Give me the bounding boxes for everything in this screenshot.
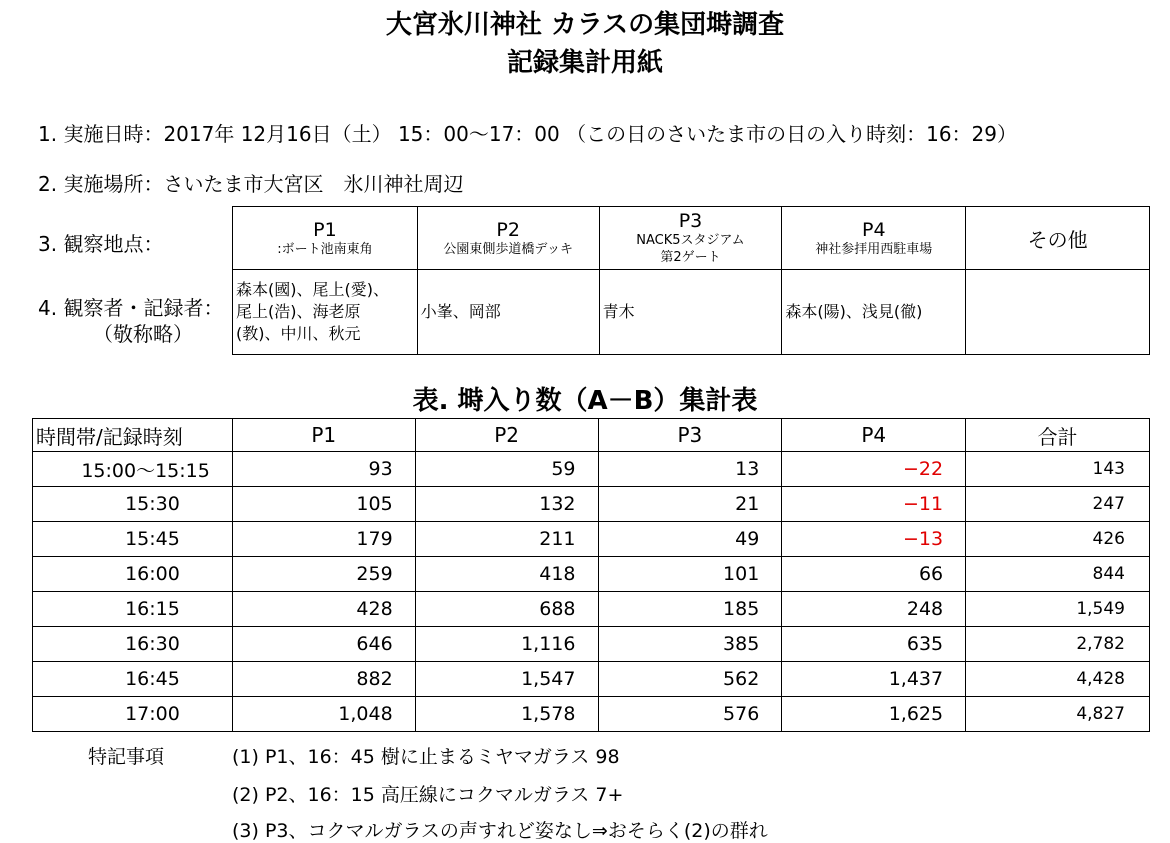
cell-time: 16:45 — [33, 662, 233, 697]
cell-total: 1,549 — [966, 592, 1150, 627]
observation-points-table — [232, 206, 1150, 355]
observer-line: 小峯、岡部 — [420, 302, 501, 321]
observer-line: 尾上(浩)、海老原 — [236, 302, 361, 321]
point-name: P1 — [313, 218, 337, 241]
observers-label: 4. 観察者・記録者： — [38, 296, 224, 320]
cell-time: 15:00～15:15 — [33, 452, 233, 487]
cell-p3: 385 — [598, 627, 782, 662]
cell-p1: 179 — [232, 522, 415, 557]
cell-time: 15:30 — [33, 487, 233, 522]
date-line: 1. 実施日時：2017年 12月16日（土） 15：00～17：00 （この日のさいたま市の日の入り時刻：16：29） — [38, 122, 1018, 146]
notes-label: 特記事項 — [88, 746, 165, 768]
cell-p3: 185 — [598, 592, 782, 627]
table-title: 表. 塒入り数（A－B）集計表 — [412, 386, 758, 416]
observer-line: 森本(陽)、浅見(徹) — [785, 302, 923, 321]
cell-p2: 59 — [415, 452, 598, 487]
point-desc: :ボート池南東角 — [277, 241, 373, 257]
header-total: 合計 — [966, 419, 1150, 452]
point-header-p1 — [233, 207, 418, 270]
point-header-p4 — [782, 207, 966, 270]
cell-p4: 635 — [782, 627, 966, 662]
table-row — [33, 522, 1150, 557]
table-row — [33, 557, 1150, 592]
table-header-row — [33, 419, 1150, 452]
point-desc: NACK5スタジアム — [636, 233, 745, 248]
cell-p3: 21 — [598, 487, 782, 522]
roost-count-table — [32, 418, 1150, 732]
observers-other — [966, 270, 1150, 355]
observer-line: 森本(國)、尾上(愛)、 — [236, 280, 389, 299]
observers-p4 — [782, 270, 966, 355]
cell-time: 16:30 — [33, 627, 233, 662]
cell-p1: 105 — [232, 487, 415, 522]
cell-total: 4,428 — [966, 662, 1150, 697]
cell-p2: 211 — [415, 522, 598, 557]
cell-p2: 1,578 — [415, 697, 598, 732]
header-p3: P3 — [598, 419, 782, 452]
cell-total: 247 — [966, 487, 1150, 522]
cell-p4: −22 — [782, 452, 966, 487]
point-name: P4 — [862, 218, 886, 241]
cell-time: 15:45 — [33, 522, 233, 557]
table-row — [33, 627, 1150, 662]
point-header-other — [966, 207, 1150, 270]
cell-p4: 1,437 — [782, 662, 966, 697]
cell-p3: 562 — [598, 662, 782, 697]
cell-p1: 1,048 — [232, 697, 415, 732]
cell-p3: 13 — [598, 452, 782, 487]
header-p2: P2 — [415, 419, 598, 452]
note-item: (3) P3、コクマルガラスの声すれど姿なし⇒おそらく(2)の群れ — [232, 820, 768, 842]
cell-p2: 132 — [415, 487, 598, 522]
point-name: P2 — [496, 218, 520, 241]
table-row — [33, 662, 1150, 697]
cell-total: 143 — [966, 452, 1150, 487]
header-p4: P4 — [782, 419, 966, 452]
point-header-p2 — [417, 207, 599, 270]
cell-p1: 259 — [232, 557, 415, 592]
cell-p4: 248 — [782, 592, 966, 627]
cell-time: 16:00 — [33, 557, 233, 592]
cell-p4: −11 — [782, 487, 966, 522]
points-label: 3. 観察地点： — [38, 232, 164, 256]
observers-note: （敬称略） — [93, 322, 193, 346]
point-name: P3 — [678, 210, 703, 232]
table-row — [33, 697, 1150, 732]
point-desc-2: 第2ゲート — [660, 250, 721, 265]
observer-line: 青木 — [602, 302, 635, 321]
table-row — [33, 452, 1150, 487]
cell-p1: 882 — [232, 662, 415, 697]
point-name: その他 — [1027, 227, 1088, 252]
table-row — [33, 592, 1150, 627]
observers-p3 — [599, 270, 782, 355]
note-item: (1) P1、16：45 樹に止まるミヤマガラス 98 — [232, 746, 620, 768]
place-line: 2. 実施場所：さいたま市大宮区 氷川神社周辺 — [38, 172, 464, 196]
cell-p2: 1,547 — [415, 662, 598, 697]
cell-total: 844 — [966, 557, 1150, 592]
cell-time: 17:00 — [33, 697, 233, 732]
cell-p2: 1,116 — [415, 627, 598, 662]
header-p1: P1 — [232, 419, 415, 452]
observers-p2 — [417, 270, 599, 355]
page-title: 大宮氷川神社 カラスの集団塒調査 — [385, 10, 785, 40]
page-subtitle: 記録集計用紙 — [506, 48, 663, 78]
note-item: (2) P2、16：15 高圧線にコクマルガラス 7+ — [232, 784, 624, 806]
cell-p3: 101 — [598, 557, 782, 592]
cell-total: 2,782 — [966, 627, 1150, 662]
table-row — [33, 487, 1150, 522]
cell-p3: 576 — [598, 697, 782, 732]
cell-p4: −13 — [782, 522, 966, 557]
point-desc: 神社参拝用西駐車場 — [815, 241, 933, 257]
observers-p1 — [233, 270, 418, 355]
cell-p1: 428 — [232, 592, 415, 627]
cell-p4: 1,625 — [782, 697, 966, 732]
cell-p2: 688 — [415, 592, 598, 627]
observer-line: (教)、中川、秋元 — [236, 324, 361, 343]
point-header-p3 — [599, 207, 782, 270]
cell-total: 4,827 — [966, 697, 1150, 732]
cell-time: 16:15 — [33, 592, 233, 627]
cell-p4: 66 — [782, 557, 966, 592]
cell-p1: 646 — [232, 627, 415, 662]
cell-total: 426 — [966, 522, 1150, 557]
cell-p3: 49 — [598, 522, 782, 557]
header-time: 時間帯/記録時刻 — [33, 419, 233, 452]
cell-p1: 93 — [232, 452, 415, 487]
point-desc: 公園東側歩道橋デッキ — [443, 241, 574, 257]
cell-p2: 418 — [415, 557, 598, 592]
